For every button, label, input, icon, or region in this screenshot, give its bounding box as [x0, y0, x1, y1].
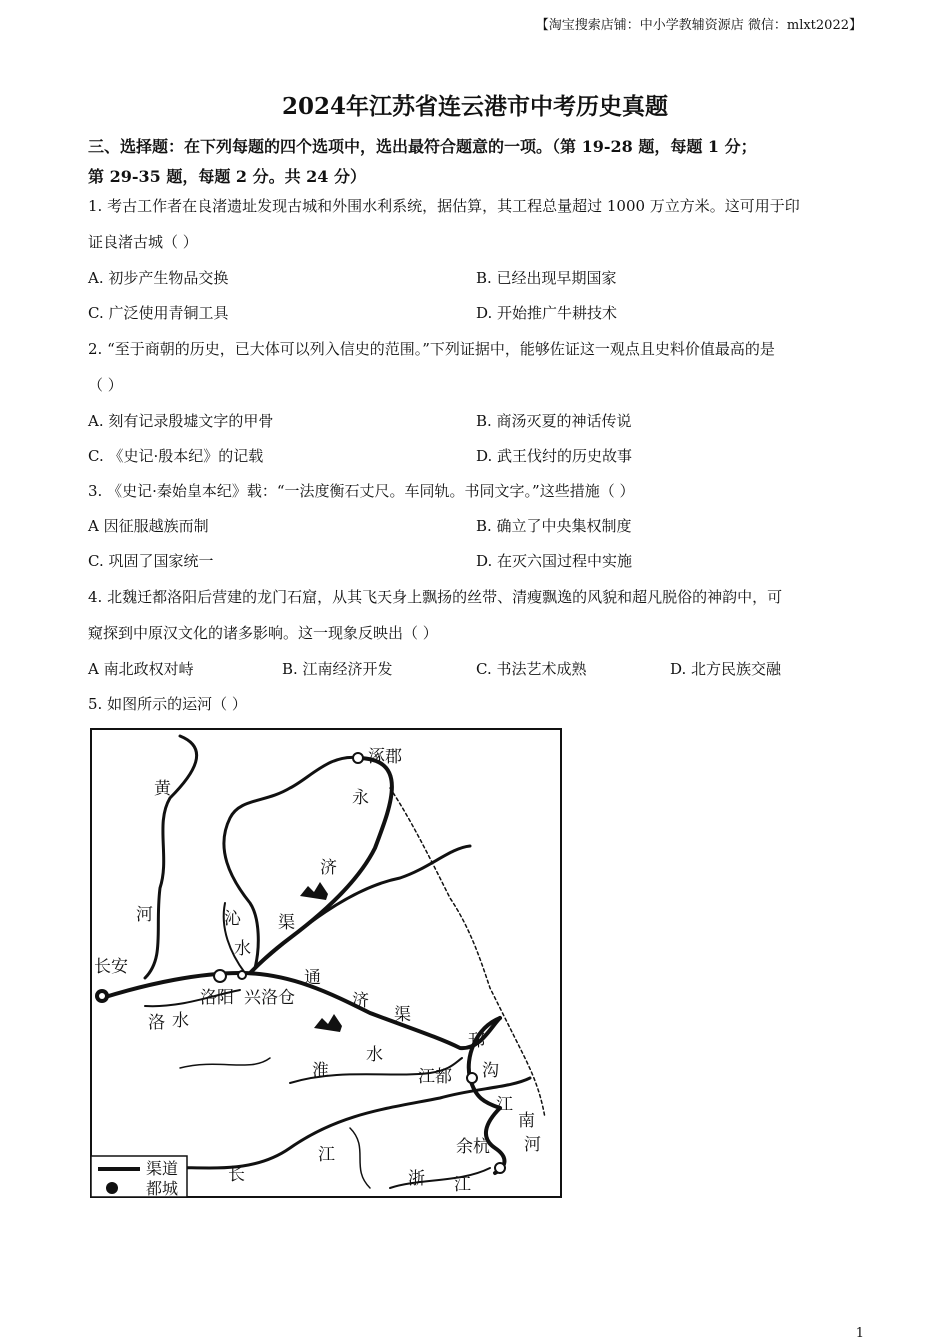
section-line-2: 第 29-35 题，每题 2 分。共 24 分）	[88, 167, 366, 186]
question-1-stem	[88, 188, 878, 260]
question-3-stem	[88, 473, 878, 509]
map-label-jiangdu: 江都	[418, 1067, 452, 1087]
q1-option-b[interactable]: B. 已经出现早期国家	[476, 269, 617, 287]
map-label-shui3: 水	[366, 1045, 383, 1065]
yuhang-marker	[495, 1163, 505, 1173]
q3-option-a[interactable]: A 因征服越族而制	[88, 517, 209, 535]
map-label-tong: 通	[304, 968, 321, 988]
map-label-huai: 淮	[312, 1061, 329, 1081]
map-label-gou: 沟	[482, 1061, 499, 1081]
jiangdu-marker	[467, 1073, 477, 1083]
q1-option-d[interactable]: D. 开始推广牛耕技术	[476, 304, 618, 322]
q1-option-a[interactable]: A. 初步产生物品交换	[88, 269, 229, 287]
page-number: 1	[855, 1326, 864, 1341]
question-stem-line: 5. 如图所示的运河（ ）	[88, 695, 247, 713]
q1-option-c[interactable]: C. 广泛使用青铜工具	[88, 304, 229, 322]
q4-option-b[interactable]: B. 江南经济开发	[282, 660, 393, 678]
grand-canal-map	[90, 728, 562, 1198]
map-label-changan: 长安	[94, 957, 128, 977]
map-label-ji1: 济	[320, 858, 337, 878]
map-label-shui2: 水	[172, 1011, 189, 1031]
map-legend	[91, 1156, 187, 1198]
legend-capital: 都城	[146, 1179, 179, 1198]
map-label-ji2: 济	[352, 991, 369, 1011]
q3-option-d[interactable]: D. 在灭六国过程中实施	[476, 552, 633, 570]
map-label-xingluocang: 兴洛仓	[244, 988, 295, 1008]
question-stem-line: 4. 北魏迁都洛阳后营建的龙门石窟，从其飞天身上飘扬的丝带、清瘦飘逸的风貌和超凡脱俗的神韵中，可	[88, 588, 783, 606]
q2-option-a[interactable]: A. 刻有记录殷墟文字的甲骨	[88, 412, 274, 430]
map-label-shui1: 水	[234, 939, 251, 959]
question-stem-line: 证良渚古城（ ）	[88, 233, 198, 251]
question-stem-line: 3. 《史记·秦始皇本纪》载：“一法度衡石丈尺。车同轨。书同文字。”这些措施（ ）	[88, 482, 635, 500]
question-stem-line: 窥探到中原汉文化的诸多影响。这一现象反映出（ ）	[88, 624, 438, 642]
map-label-he2: 河	[524, 1135, 541, 1155]
map-label-luoyang: 洛阳	[200, 988, 234, 1008]
zhuojun-marker	[353, 753, 363, 763]
q2-option-d[interactable]: D. 武王伐纣的历史故事	[476, 447, 633, 465]
map-label-yong: 永	[352, 788, 369, 808]
map-label-zhe: 浙	[408, 1169, 425, 1189]
page-title: 2024年江苏省连云港市中考历史真题	[281, 93, 668, 120]
q2-option-c[interactable]: C. 《史记·殷本纪》的记载	[88, 447, 264, 465]
map-label-jiang1: 江	[496, 1095, 513, 1115]
question-stem-line: 2. “至于商朝的历史，已大体可以列入信史的范围。”下列证据中，能够佐证这一观点且史料价值最高的是	[88, 340, 775, 358]
changan-marker-inner	[99, 993, 105, 999]
luoyang-marker	[214, 970, 226, 982]
q2-option-b[interactable]: B. 商汤灭夏的神话传说	[476, 412, 632, 430]
map-label-han: 邗	[468, 1031, 485, 1051]
section-heading	[88, 132, 888, 192]
section-line-1: 三、选择题：在下列每题的四个选项中，选出最符合题意的一项。（第 19-28 题，每题 1 分；	[88, 137, 757, 156]
q4-option-d[interactable]: D. 北方民族交融	[670, 660, 782, 678]
q3-option-c[interactable]: C. 巩固了国家统一	[88, 552, 214, 570]
map-label-luo: 洛	[148, 1013, 165, 1033]
question-4-stem	[88, 579, 878, 651]
map-label-he: 河	[136, 905, 153, 925]
map-label-zhuojun: 涿郡	[368, 747, 402, 767]
map-label-nan: 南	[518, 1111, 535, 1131]
question-2-stem	[88, 331, 878, 403]
map-label-chang: 长	[228, 1165, 245, 1185]
map-label-jiang3: 江	[454, 1175, 471, 1195]
question-5-stem	[88, 686, 878, 722]
map-label-qu2: 渠	[394, 1005, 411, 1025]
map-label-huang: 黄	[154, 779, 171, 799]
xingluocang-marker	[238, 971, 246, 979]
map-label-yuhang: 余杭	[456, 1137, 490, 1157]
legend-canal: 渠道	[146, 1159, 179, 1178]
q4-option-a[interactable]: A 南北政权对峙	[88, 660, 194, 678]
question-stem-line: 1. 考古工作者在良渚遗址发现古城和外围水利系统，据估算，其工程总量超过 1000 万立方米。这可用于印	[88, 197, 800, 215]
question-stem-line: （ ）	[88, 376, 123, 394]
map-label-qin: 沁	[224, 909, 241, 929]
map-label-jiang2: 江	[318, 1145, 335, 1165]
header-note: 【淘宝搜索店铺：中小学教辅资源店 微信：mlxt2022】	[535, 18, 862, 33]
map-label-qu1: 渠	[278, 913, 295, 933]
q3-option-b[interactable]: B. 确立了中央集权制度	[476, 517, 632, 535]
q4-option-c[interactable]: C. 书法艺术成熟	[476, 660, 587, 678]
